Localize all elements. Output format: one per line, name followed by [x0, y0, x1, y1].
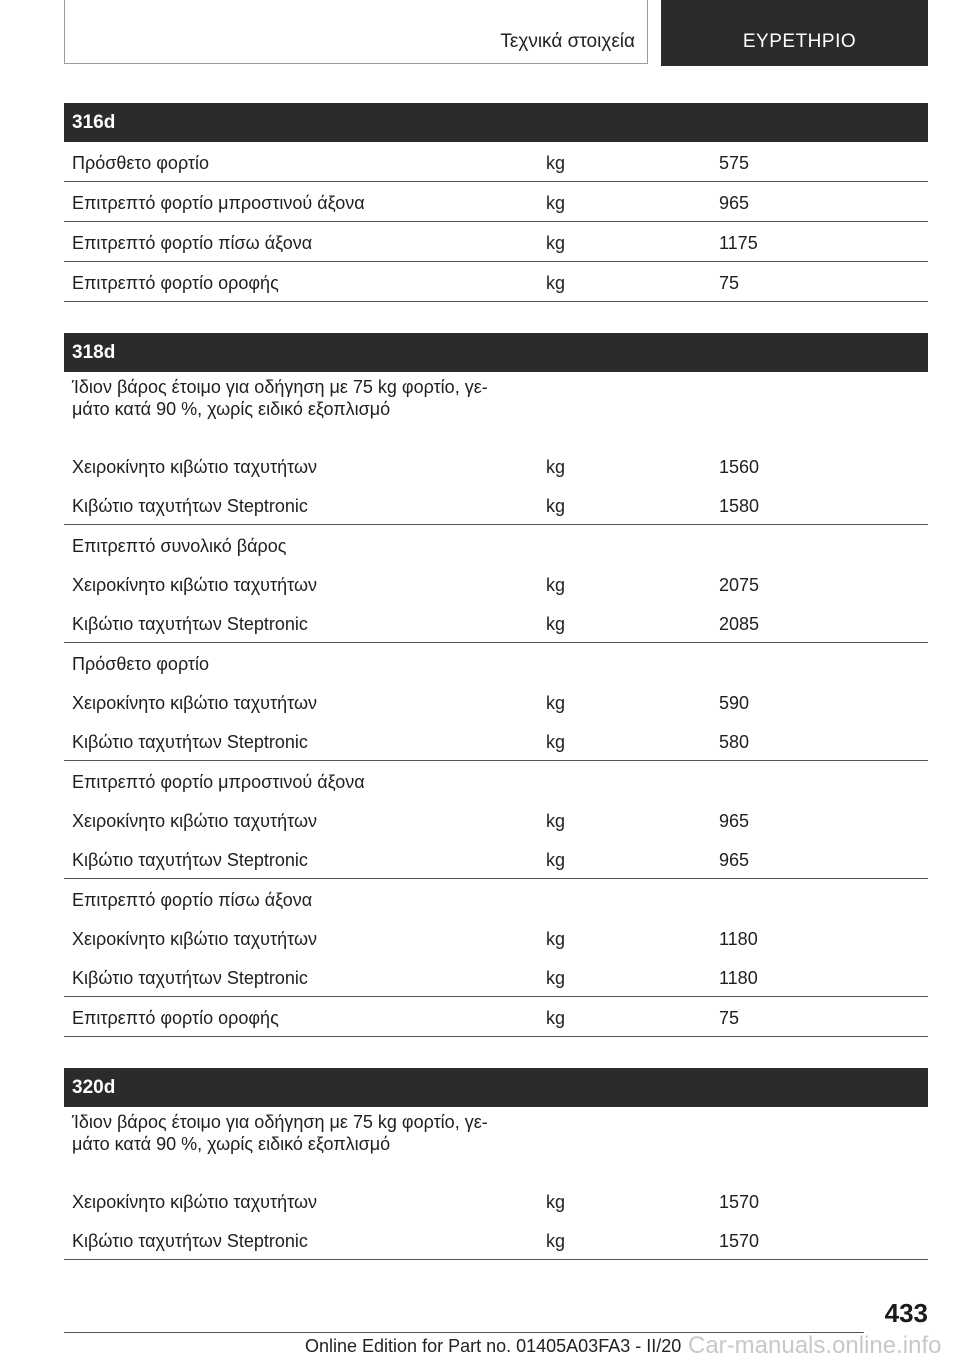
- row-unit: kg: [546, 496, 566, 516]
- table-row: [64, 761, 928, 800]
- table-row: [64, 918, 928, 957]
- row-value: 1570: [719, 1192, 760, 1212]
- row-unit: kg: [546, 693, 566, 713]
- row-value: 1180: [719, 929, 758, 949]
- section-title: 318d: [64, 333, 928, 372]
- spec-section: [64, 1068, 928, 1260]
- index-tab[interactable]: [661, 0, 928, 66]
- row-label: Πρόσθετο φορτίο: [72, 153, 210, 173]
- row-label: Ίδιον βάρος έτοιμο για οδήγηση με 75 kg φορτίο, γε- μάτο κατά 90 %, χωρίς ειδικό εξοπλισμό: [72, 377, 488, 419]
- row-value: 580: [719, 732, 750, 752]
- table-row: [64, 446, 928, 485]
- row-label: Επιτρεπτό φορτίο μπροστινού άξονα: [72, 193, 365, 213]
- table-row: [64, 525, 928, 564]
- spec-section: [64, 333, 928, 1037]
- row-label: Επιτρεπτό φορτίο οροφής: [72, 273, 279, 293]
- row-unit: kg: [546, 457, 566, 477]
- row-unit: kg: [546, 1192, 566, 1212]
- row-label: Επιτρεπτό φορτίο μπροστινού άξονα: [72, 772, 365, 792]
- table-row: [64, 957, 928, 997]
- table-row: [64, 142, 928, 182]
- row-label: Επιτρεπτό φορτίο οροφής: [72, 1008, 279, 1028]
- row-unit: kg: [546, 153, 566, 173]
- row-label: Επιτρεπτό συνολικό βάρος: [72, 536, 287, 556]
- table-row: [64, 721, 928, 761]
- row-value: 2085: [719, 614, 760, 634]
- table-row: [64, 643, 928, 682]
- row-unit: kg: [546, 614, 566, 634]
- row-unit: kg: [546, 575, 566, 595]
- row-label: Χειροκίνητο κιβώτιο ταχυτήτων: [72, 693, 318, 713]
- row-value: 575: [719, 153, 750, 173]
- table-row: [64, 1220, 928, 1260]
- spec-tables: [64, 103, 928, 1291]
- row-unit: kg: [546, 968, 566, 988]
- row-label: Χειροκίνητο κιβώτιο ταχυτήτων: [72, 457, 318, 477]
- page-header: [64, 0, 928, 66]
- table-row: [64, 1107, 928, 1181]
- row-value: 965: [719, 193, 750, 213]
- row-value: 965: [719, 811, 750, 831]
- row-value: 590: [719, 693, 750, 713]
- row-unit: kg: [546, 273, 566, 293]
- index-tab-label: ΕΥΡΕΤΗΡΙΟ: [742, 31, 857, 52]
- table-row: [64, 997, 928, 1037]
- row-label: Ίδιον βάρος έτοιμο για οδήγηση με 75 kg φορτίο, γε- μάτο κατά 90 %, χωρίς ειδικό εξοπλισμό: [72, 1112, 488, 1154]
- table-row: [64, 564, 928, 603]
- row-label: Επιτρεπτό φορτίο πίσω άξονα: [72, 890, 313, 910]
- chapter-tab[interactable]: [64, 0, 648, 64]
- row-label: Κιβώτιο ταχυτήτων Steptronic: [72, 850, 308, 870]
- row-unit: kg: [546, 850, 566, 870]
- row-value: 1570: [719, 1231, 760, 1251]
- table-row: [64, 1181, 928, 1220]
- table-row: [64, 879, 928, 918]
- row-unit: kg: [546, 1008, 566, 1028]
- row-label: Κιβώτιο ταχυτήτων Steptronic: [72, 732, 308, 752]
- row-label: Χειροκίνητο κιβώτιο ταχυτήτων: [72, 811, 318, 831]
- spec-section: [64, 103, 928, 302]
- row-value: 1560: [719, 457, 760, 477]
- table-row: [64, 603, 928, 643]
- row-label: Πρόσθετο φορτίο: [72, 654, 210, 674]
- row-value: 965: [719, 850, 750, 870]
- row-unit: kg: [546, 193, 566, 213]
- row-value: 2075: [719, 575, 760, 595]
- table-row: [64, 222, 928, 262]
- row-value: 1180: [719, 968, 758, 988]
- row-label: Χειροκίνητο κιβώτιο ταχυτήτων: [72, 575, 318, 595]
- row-label: Κιβώτιο ταχυτήτων Steptronic: [72, 968, 308, 988]
- row-unit: kg: [546, 732, 566, 752]
- edition-text: Online Edition for Part no. 01405A03FA3 - II/20: [305, 1336, 682, 1356]
- row-unit: kg: [546, 929, 566, 949]
- table-row: [64, 839, 928, 879]
- row-label: Χειροκίνητο κιβώτιο ταχυτήτων: [72, 929, 318, 949]
- row-unit: kg: [546, 811, 566, 831]
- row-value: 1175: [719, 233, 758, 253]
- table-row: [64, 800, 928, 839]
- row-value: 1580: [719, 496, 760, 516]
- row-unit: kg: [546, 233, 566, 253]
- chapter-title: Τεχνικά στοιχεία: [500, 31, 635, 52]
- row-label: Κιβώτιο ταχυτήτων Steptronic: [72, 496, 308, 516]
- row-label: Χειροκίνητο κιβώτιο ταχυτήτων: [72, 1192, 318, 1212]
- row-label: Κιβώτιο ταχυτήτων Steptronic: [72, 1231, 308, 1251]
- row-value: 75: [719, 1008, 740, 1028]
- table-row: [64, 485, 928, 525]
- table-row: [64, 262, 928, 302]
- table-row: [64, 682, 928, 721]
- page-number: 433: [884, 1298, 928, 1328]
- row-label: Επιτρεπτό φορτίο πίσω άξονα: [72, 233, 313, 253]
- row-value: 75: [719, 273, 740, 293]
- table-row: [64, 182, 928, 222]
- row-label: Κιβώτιο ταχυτήτων Steptronic: [72, 614, 308, 634]
- row-unit: kg: [546, 1231, 566, 1251]
- watermark: Car-manuals.online.info: [688, 1332, 942, 1359]
- section-title: 320d: [64, 1068, 928, 1107]
- table-row: [64, 372, 928, 446]
- section-title: 316d: [64, 103, 928, 142]
